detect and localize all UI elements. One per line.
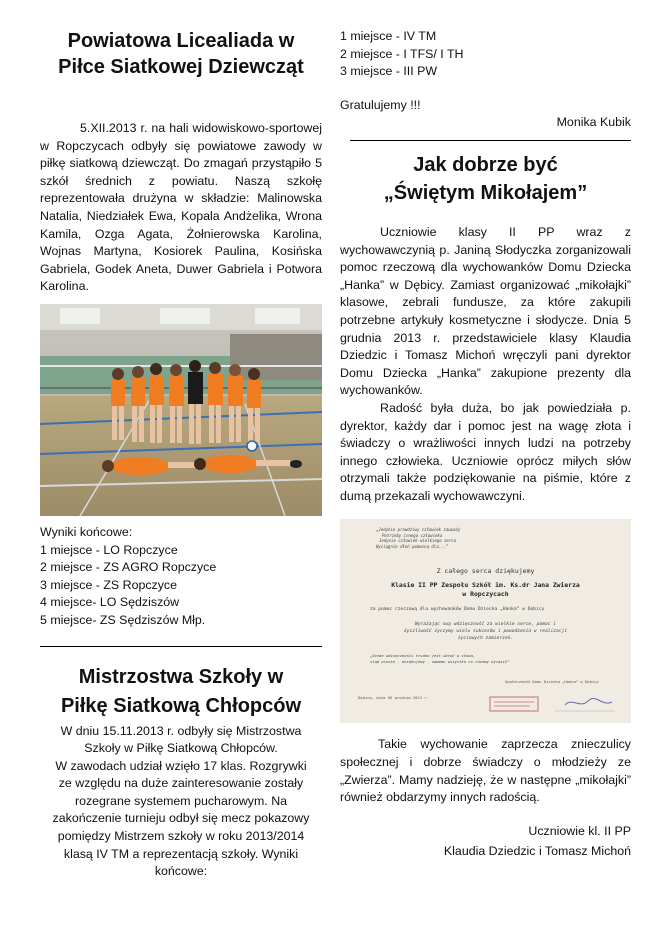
- team-photo-image: [40, 304, 322, 516]
- letter-line: Wyrażając swą wdzięczność za wielkie serce, pomoc i: [414, 622, 557, 628]
- letter-greeting: Z całego serca dziękujemy: [436, 567, 535, 576]
- title-line: Piłce Siatkowej Dziewcząt: [58, 56, 304, 78]
- letter-line: Klasie II PP Zespołu Szkół im. Ks.dr Jana Zwierza: [391, 581, 580, 590]
- body-line: ze względu na duże zainteresowanie zostały: [58, 776, 304, 791]
- title-line: Mistrzostwa Szkoły w: [78, 665, 284, 688]
- author-signature: Monika Kubik: [556, 115, 631, 130]
- list-item: 1 miejsce - LO Ropczyce: [40, 542, 178, 557]
- article-licealiada: [40, 28, 322, 630]
- body-line: Szkoły w Piłkę Siatkową Chłopców.: [84, 741, 278, 756]
- list-item: 2 miejsce - I TFS/ I TH: [340, 46, 464, 61]
- divider: [40, 646, 322, 647]
- article-body: [40, 723, 322, 881]
- letter-line: stąd proste - dziękujemy - samemu wszystko co chcemy wyrazić”: [370, 659, 510, 665]
- right-column: [340, 28, 631, 861]
- article-title: [340, 151, 631, 207]
- list-item: 3 miejsce - III PW: [340, 64, 438, 79]
- list-item: 4 miejsce- LO Sędziszów: [40, 595, 180, 610]
- letter-line: życiowych zamierzeń.: [457, 636, 514, 642]
- body-line: zakończenie turnieju odbył się mecz pokazowy: [52, 811, 310, 826]
- letter-line: Wyciągnie dłoń pomocną dla...”: [376, 543, 449, 549]
- article-paragraph: Radość była duża, bo jak powiedziała p. dyrektor, każdy dar i pomoc jest na wagę złota i świadczy o wrażliwości innych ludzi na potrzeby innego człowieka. Uczniowie oprócz miłych słów otrzymali także podziękowanie na piśmie, które z dumą przekazali wychowawczyni.: [340, 400, 631, 503]
- body-line: rozegrane systemem pucharowym. Na: [74, 793, 288, 808]
- article-title: [40, 28, 322, 80]
- list-item: 3 miejsce - ZS Ropczyce: [40, 577, 178, 592]
- letter-line: „Ocean wdzięczności trudno jest ubrać w słowa,: [370, 653, 476, 659]
- body-line: W zawodach udział wzięło 17 klas. Rozgrywki: [55, 758, 307, 773]
- article-mikolaj: [340, 151, 631, 861]
- body-line: pomiędzy Mistrzem szkoły w roku 2013/2014: [57, 829, 305, 844]
- left-column: [40, 28, 322, 881]
- letter-line: Potrzeby innego człowieka: [382, 532, 443, 538]
- title-line: Jak dobrze być: [413, 153, 558, 176]
- letter-line: życzliwość życzymy wielu sukcesów i powodzenia w realizacji: [403, 629, 568, 635]
- title-line: „Świętym Mikołajem”: [383, 181, 588, 204]
- list-item: 1 miejsce - IV TM: [340, 29, 437, 43]
- letter-line: Jedynie człowiek wielkiego serca: [379, 538, 457, 544]
- article-signature: Klaudia Dziedzic i Tomasz Michoń: [443, 844, 631, 859]
- list-item: 2 miejsce - ZS AGRO Ropczyce: [40, 560, 217, 575]
- letter-date: Dębica, dnia 05 grudnia 2013 r.: [358, 695, 429, 701]
- body-line: klasą IV TM a reprezentacją szkoły. Wyniki: [63, 846, 299, 861]
- letter-line: w Ropczycach: [462, 590, 509, 599]
- results-list: [40, 542, 322, 630]
- results-heading: Wyniki końcowe:: [40, 524, 133, 539]
- article-body: 5.XII.2013 r. na hali widowiskowo-sportowej w Ropczycach odbyły się powiatowe zawody w piłkę siatkową dziewcząt. Do zmagań przystąpiło 5 szkół średnich z powiatu. Naszą szkołę reprezentowała drużyna w składzie: Malinowska Natalia, Niedziałek Ewa, Kopala Andżelika, Wrona Kamila, Ozga Agata, Żołnierowska Karolina, Wojnas Martyna, Kosiorek Paulina, Kosińska Gabriela, Godek Aneta, Duwer Gabriela i Potwora Karolina.: [40, 121, 322, 294]
- letter-line: „Jedynie prawdziwy człowiek zauważy: [376, 527, 461, 533]
- body-line: W dniu 15.11.2013 r. odbyły się Mistrzostwa: [60, 723, 302, 738]
- article-title: [40, 663, 322, 721]
- team-photo: [40, 304, 322, 516]
- list-item: 5 miejsce- ZS Sędziszów Młp.: [40, 612, 206, 627]
- letter-reason: za pomoc rzeczową dla wychowanków Domu Dziecka „Hanka” w Dębicy: [370, 607, 545, 613]
- boys-results-list: [340, 28, 631, 81]
- title-line: Piłkę Siatkową Chłopców: [60, 694, 302, 717]
- article-mistrzostwa: [40, 663, 322, 881]
- thank-you-letter-image: [340, 519, 631, 723]
- body-line: końcowe:: [154, 864, 208, 879]
- divider: [350, 140, 631, 141]
- article-paragraph: Takie wychowanie zaprzecza znieczulicy społecznej i dobrze świadczy o młodzieży ze „Zwierza”. Mamy nadzieję, że w następne „mikołajki” również obdarzymy innych radością.: [340, 737, 631, 805]
- title-line: Powiatowa Licealiada w: [67, 30, 295, 52]
- article-signature: Uczniowie kl. II PP: [528, 823, 631, 838]
- letter-signature-org: Społeczność Domu Dziecka „Hanka” w Dębicy: [505, 679, 599, 685]
- congrats-text: Gratulujemy !!!: [340, 97, 421, 112]
- article-paragraph: Uczniowie klasy II PP wraz z wychowawczynią p. Janiną Słodyczka zorganizowali pomoc rzeczową dla wychowanków Domu Dziecka „Hanka” w Dębicy. Zamiast organizować „mikołajki” klasowe, zebrali fundusze, za które zakupili potrzebne artykuły kosmetyczne i słodycze. Dnia 5 grudnia 2013 r. przedstawiciele klasy Klaudia Dziedzic i Tomasz Michoń wręczyli pani dyrektor Domu Dziecka „Hanka” zakupione prezenty dla wychowanków.: [340, 224, 631, 398]
- letter-stamps: [340, 519, 631, 723]
